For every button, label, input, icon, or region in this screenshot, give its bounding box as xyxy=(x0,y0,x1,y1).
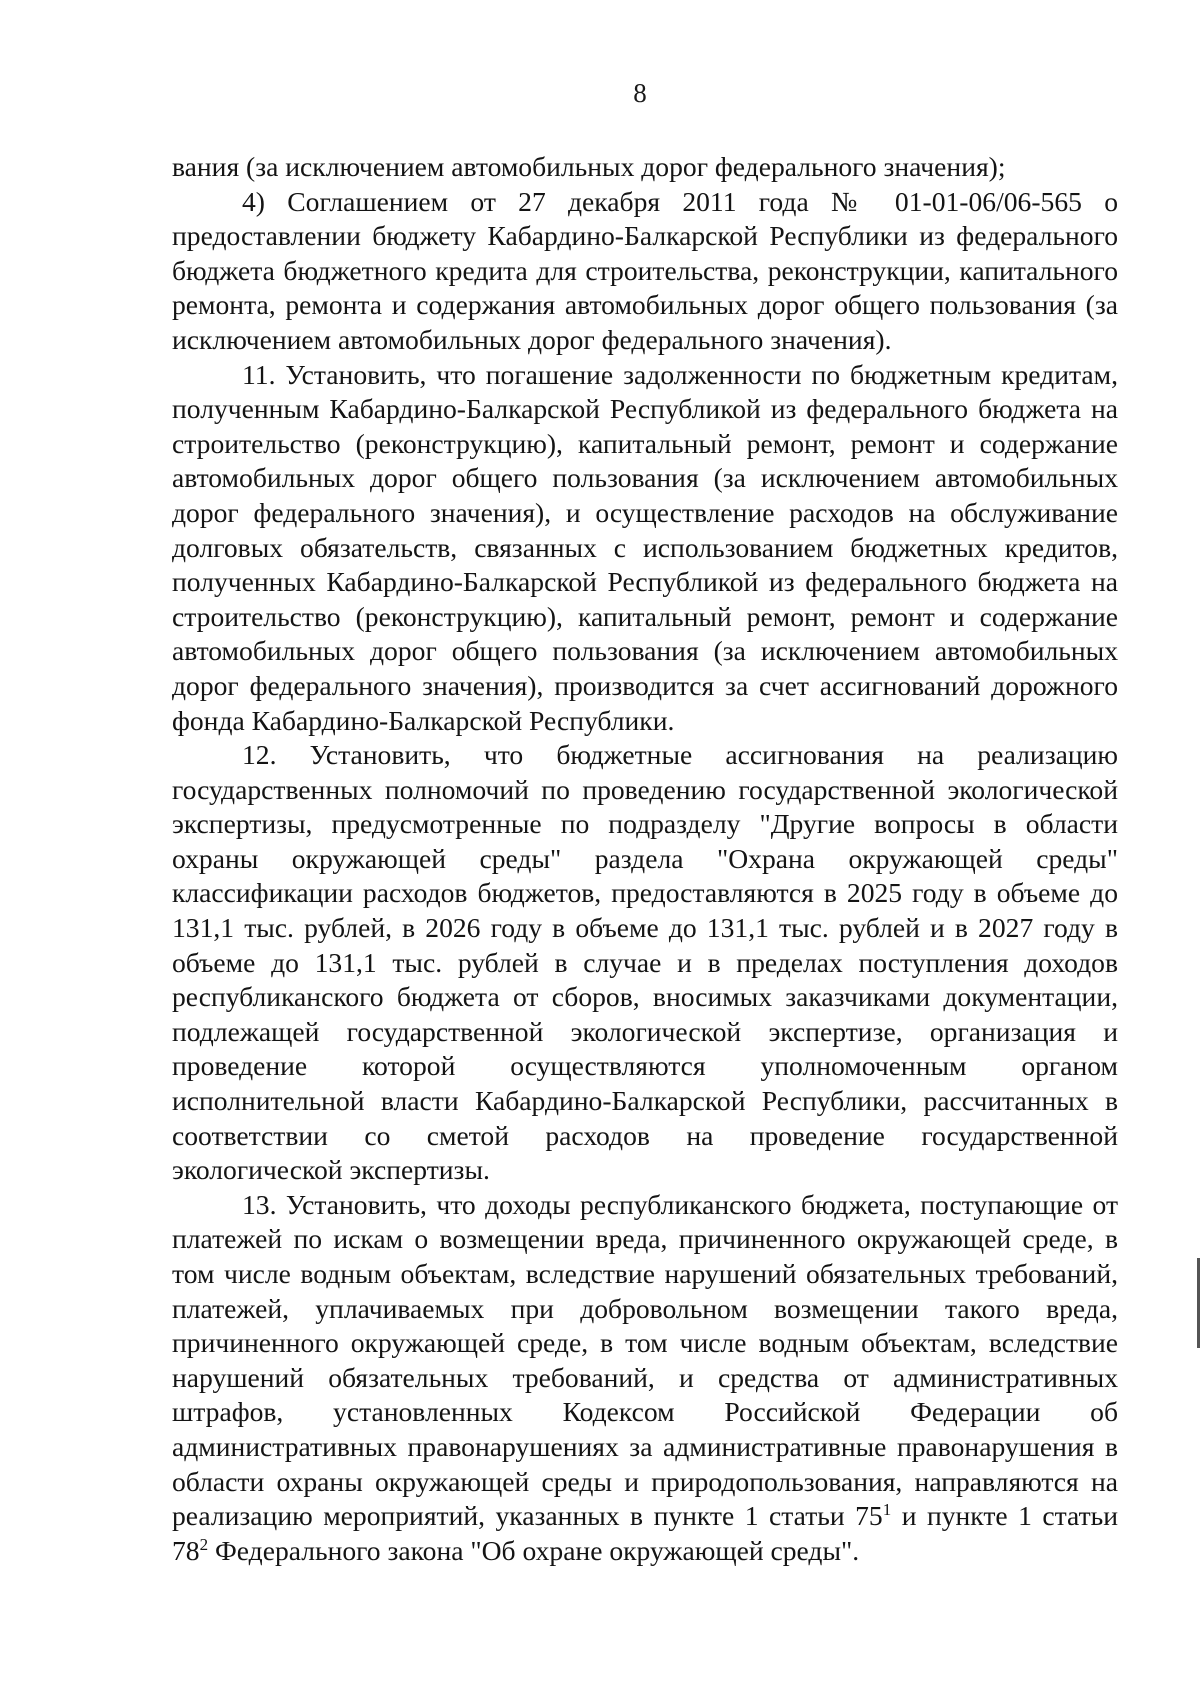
paragraph-12: 12. Установить, что бюджетные ассигнования на реализацию государственных полномочий по проведению государственной экологической экспертизы, предусмотренные по подразделу "Другие вопросы в области охраны окружающей среды" раздела "Охрана окружающей среды" классификации расходов бюджетов, предоставляются в 2025 году в объеме до 131,1 тыс. рублей, в 2026 году в объеме до 131,1 тыс. рублей и в 2027 году в объеме до 131,1 тыс. рублей в случае и в пределах поступления доходов республиканского бюджета от сборов, вносимых заказчиками документации, подлежащей государственной экологической экспертизе, организация и проведение которой осуществляются уполномоченным органом исполнительной власти Кабардино-Балкарской Республики, рассчитанных в соответствии со сметой расходов на проведение государственной экологической экспертизы. xyxy=(172,739,1118,1186)
document-body xyxy=(172,150,1118,1568)
paragraph-13 xyxy=(172,1188,1118,1569)
footnote-superscript-2: 2 xyxy=(199,1534,209,1554)
paragraph-13-text: 13. Установить, что доходы республиканского бюджета, поступающие от платежей по искам о возмещении вреда, причиненного окружающей среде, в том числе водным объектам, вследствие нарушений обязательных требований, платежей, уплачиваемых при добровольном возмещении такого вреда, причиненного окружающей среде, в том числе водным объектам, вследствие нарушений обязательных требований, и средства от административных штрафов, установленных Кодексом Российской Федерации об административных правонарушениях за административные правонарушения в области охраны окружающей среды и природопользования, направляются на реализацию мероприятий, указанных в пункте 1 статьи 75 xyxy=(172,1188,1118,1532)
paragraph-13-text-mid: и пункте 1 статьи 78 xyxy=(172,1500,1118,1566)
page-number: 8 xyxy=(633,78,647,108)
paragraph-11: 11. Установить, что погашение задолженности по бюджетным кредитам, полученным Кабардино-Балкарской Республикой из федерального бюджета на строительство (реконструкцию), капитальный ремонт, ремонт и содержание автомобильных дорог общего пользования (за исключением автомобильных дорог федерального значения), и осуществление расходов на обслуживание долговых обязательств, связанных с использованием бюджетных кредитов, полученных Кабардино-Балкарской Республикой из федерального бюджета на строительство (реконструкцию), капитальный ремонт, ремонт и содержание автомобильных дорог общего пользования (за исключением автомобильных дорог федерального значения), производится за счет ассигнований дорожного фонда Кабардино-Балкарской Республики. xyxy=(172,358,1118,736)
footnote-superscript-1: 1 xyxy=(882,1499,892,1519)
paragraph-continuation: вания (за исключением автомобильных дорог федерального значения); xyxy=(172,151,1006,182)
paragraph-item-4: 4) Соглашением от 27 декабря 2011 года № 01-01-06/06-565 о предоставлении бюджету Кабардино-Балкарской Республики из федерального бюджета бюджетного кредита для строительства, реконструкции, капитального ремонта, ремонта и содержания автомобильных дорог общего пользования (за исключением автомобильных дорог федерального значения). xyxy=(172,185,1118,355)
paragraph-13-text-end: Федерального закона "Об охране окружающей среды". xyxy=(208,1534,860,1566)
